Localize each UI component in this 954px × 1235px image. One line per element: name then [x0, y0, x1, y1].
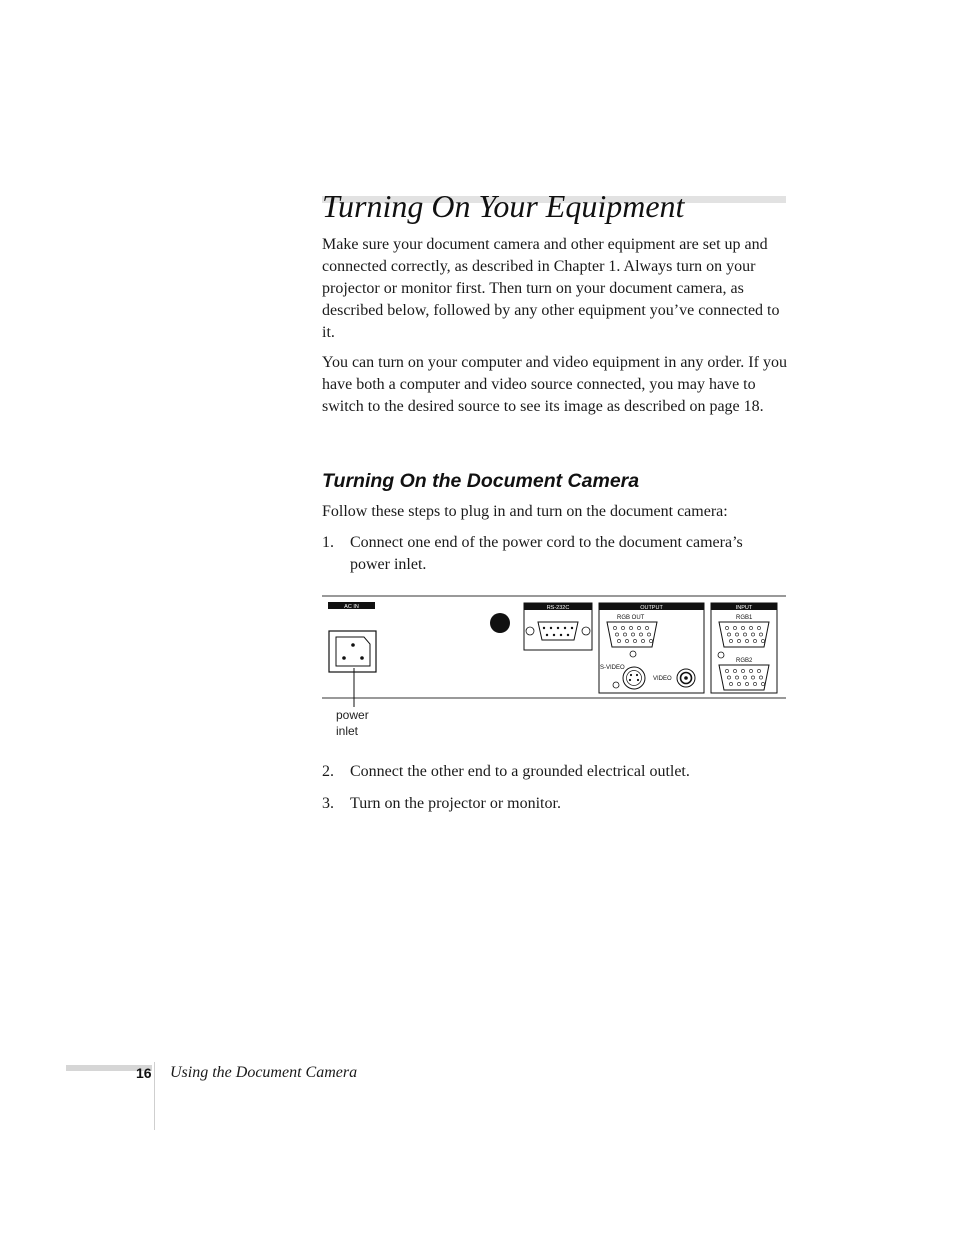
power-inlet-callout [336, 707, 369, 739]
ac-in-label: AC IN [344, 604, 359, 610]
rs232c-port [526, 622, 590, 640]
s-video-port [623, 667, 645, 689]
s-video-indicator [613, 682, 619, 688]
rgb-out-indicator [630, 651, 636, 657]
step-text: Turn on the projector or monitor. [350, 795, 561, 812]
rs232c-label: RS-232C [546, 605, 570, 611]
running-head: Using the Document Camera [170, 1064, 358, 1081]
intro-paragraph-2: You can turn on your computer and video equipment in any order. If you have both a computer and video source connected, you may have to switch to the desired source to see its image as described on page 18. [322, 354, 787, 415]
power-inlet [329, 631, 376, 672]
step-text: Connect one end of the power cord to the document camera’s power inlet. [350, 534, 743, 573]
rgb2-label: RGB2 [736, 658, 753, 664]
callout-line-1: power [336, 708, 369, 722]
steps-intro: Follow these steps to plug in and turn on the document camera: [322, 503, 728, 520]
section-heading: Turning On the Document Camera [322, 470, 640, 492]
page-title: Turning On Your Equipment [322, 188, 685, 224]
video-port [677, 669, 695, 687]
step-number: 2. [322, 763, 334, 780]
step-number: 1. [322, 534, 334, 551]
intro-paragraph-1: Make sure your document camera and other equipment are set up and connected correctly, as described in Chapter 1. Always turn on your projector or monitor first. Then turn on your document camera, as described below, followed by any other equipment you’ve connected to it. [322, 236, 780, 341]
step-text: Connect the other end to a grounded electrical outlet. [350, 763, 690, 780]
rear-panel-figure [318, 588, 790, 748]
rgb-out-port [607, 622, 657, 647]
video-label: VIDEO [653, 676, 672, 682]
rgb1-label: RGB1 [736, 615, 753, 621]
s-video-label: S-VIDEO [600, 665, 625, 671]
panel-round-button [490, 613, 510, 633]
output-label: OUTPUT [640, 605, 663, 611]
step-number: 3. [322, 795, 334, 812]
rgb1-port [719, 622, 769, 647]
page-number: 16 [136, 1065, 152, 1081]
footer-divider [154, 1062, 155, 1130]
callout-line-2: inlet [336, 724, 359, 738]
rgb1-indicator [718, 652, 724, 658]
rgb-out-label: RGB OUT [617, 615, 645, 621]
rgb2-port [719, 665, 769, 690]
input-label: INPUT [735, 605, 753, 611]
